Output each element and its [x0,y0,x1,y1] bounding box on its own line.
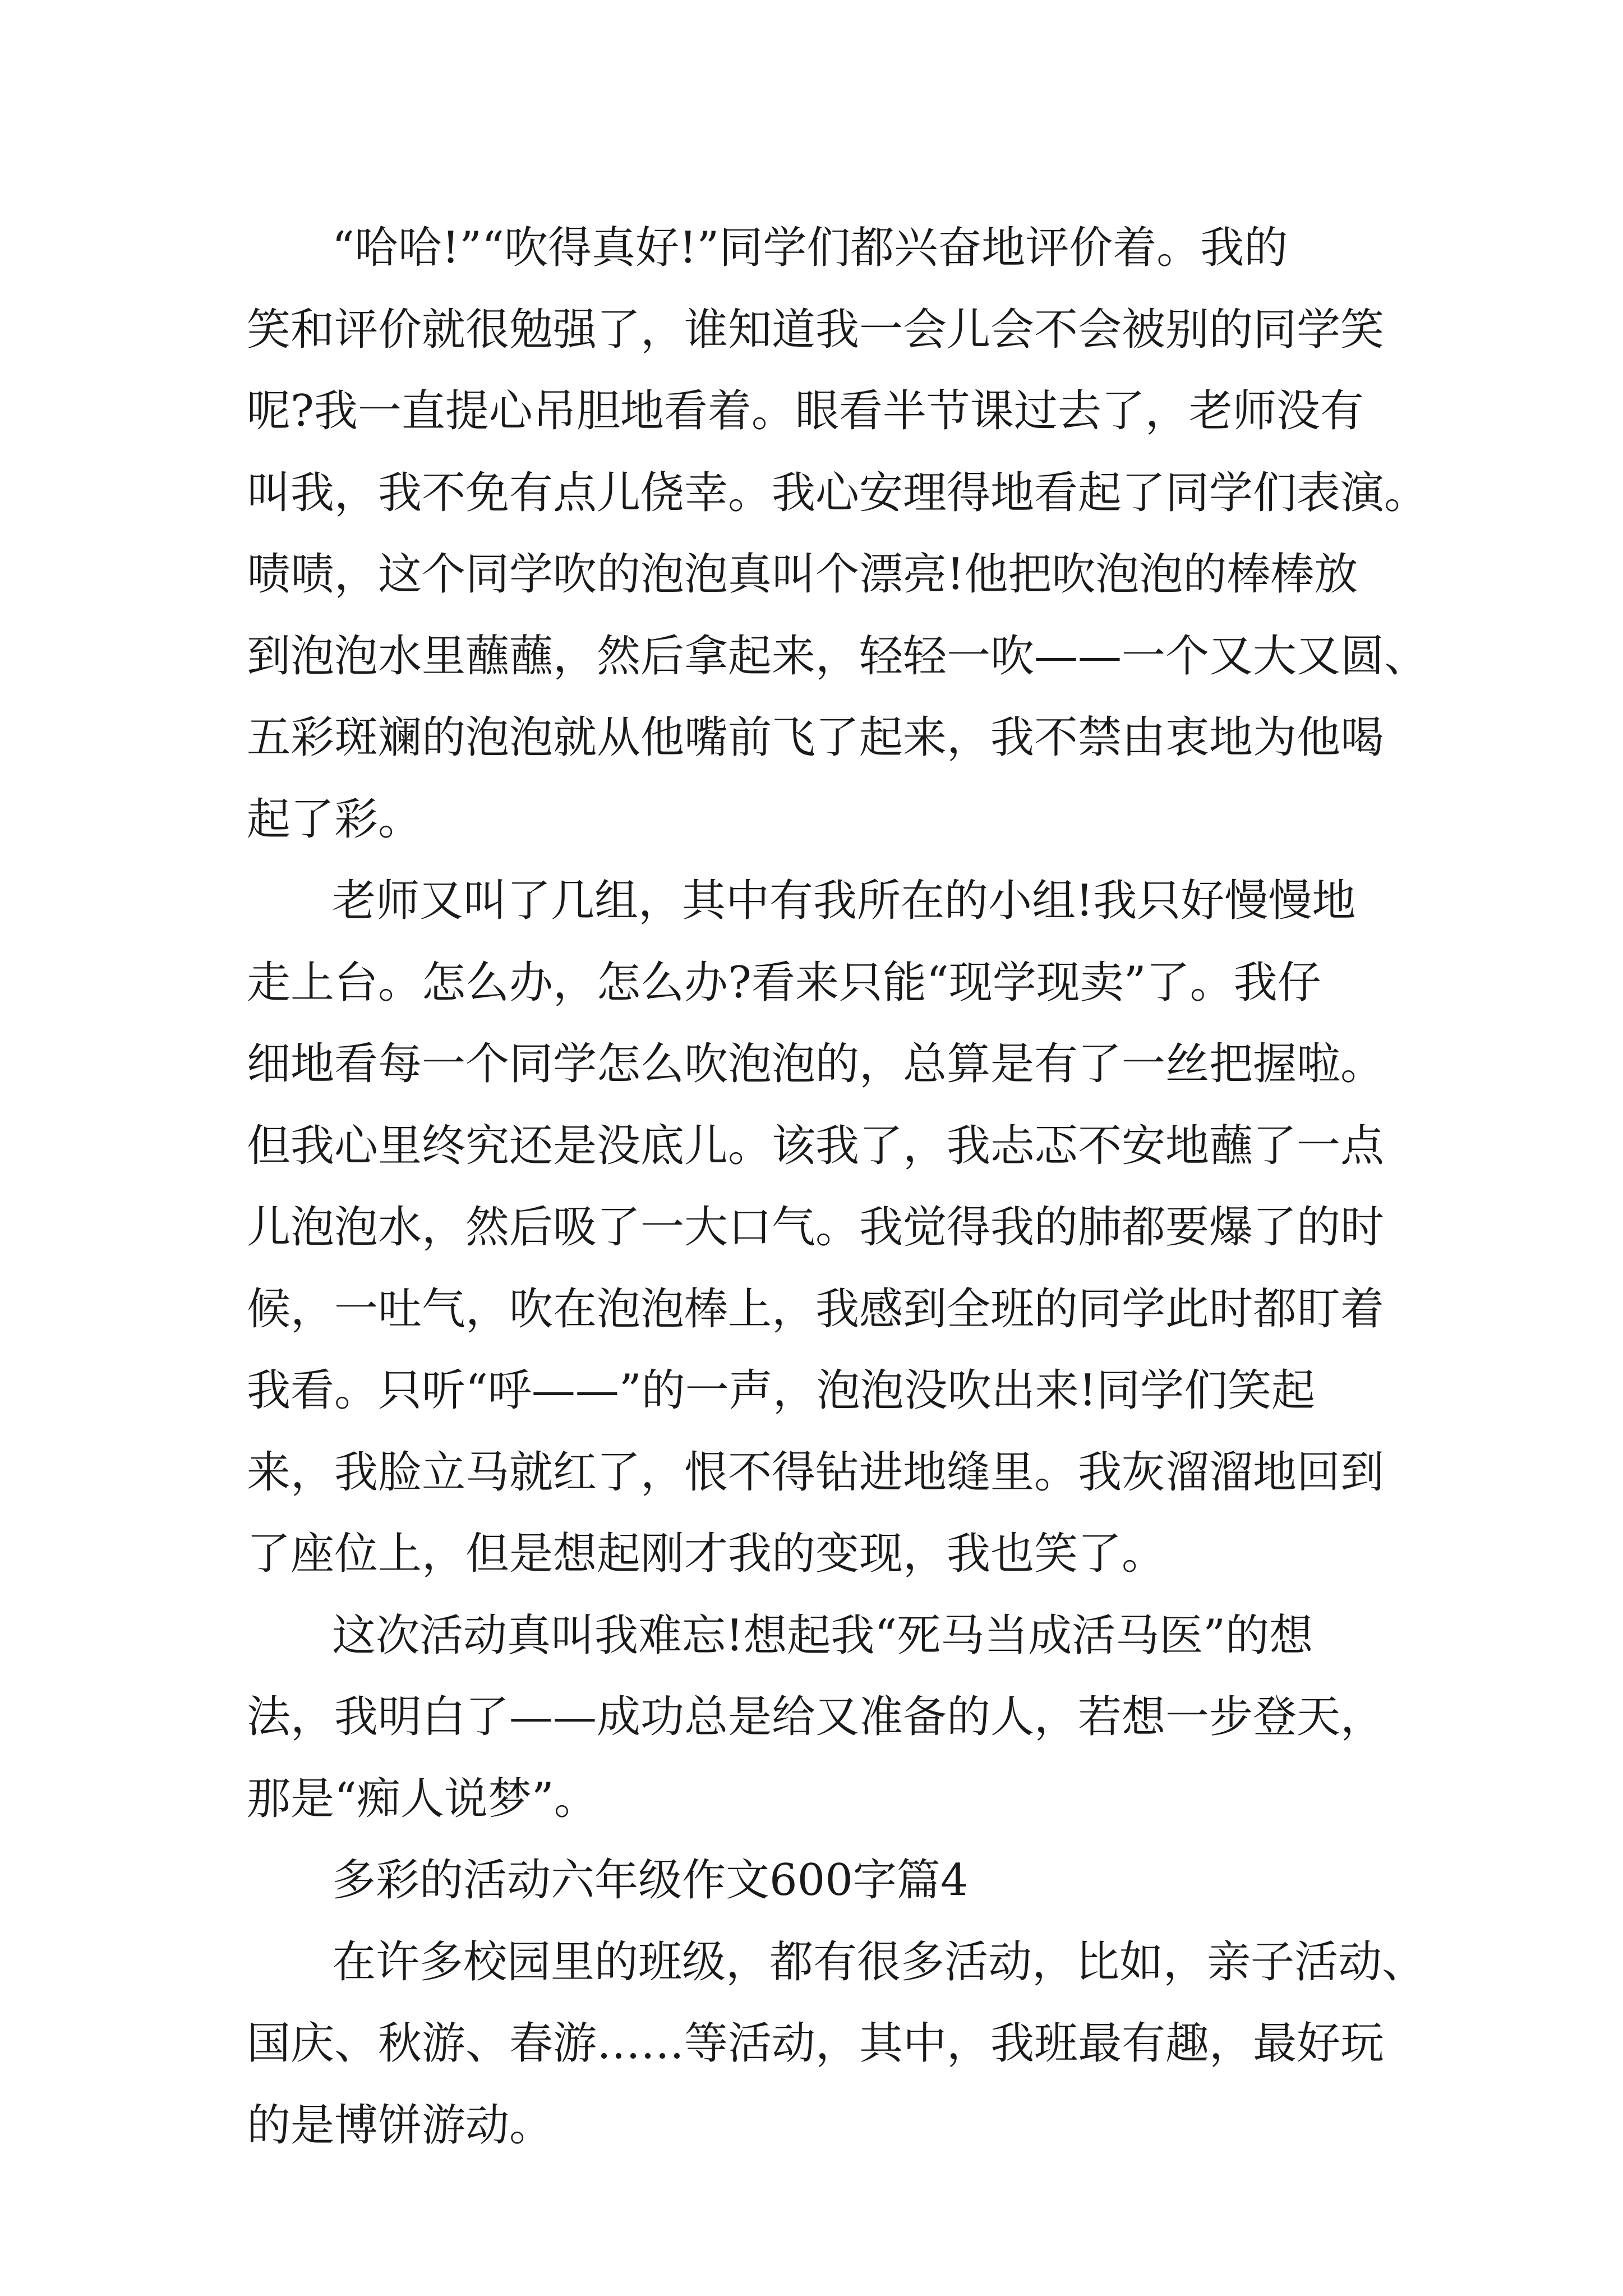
text-line: 细地看每一个同学怎么吹泡泡的，总算是有了一丝把握啦。 [247,1039,1385,1089]
text-line: “哈哈!”“吹得真好!”同学们都兴奋地评价着。我的 [332,223,1288,273]
text-line: 起了彩。 [247,794,422,845]
text-line: 叫我，我不免有点儿侥幸。我心安理得地看起了同学们表演。 [247,467,1428,518]
text-line: 到泡泡水里蘸蘸，然后拿起来，轻轻一吹——一个又大又圆、 [247,631,1428,682]
text-line: 法，我明白了——成功总是给又准备的人，若想一步登天， [247,1692,1385,1742]
text-line: 老师又叫了几组，其中有我所在的小组!我只好慢慢地 [332,876,1356,926]
text-line: 呢?我一直提心吊胆地看着。眼看半节课过去了，老师没有 [247,386,1364,436]
text-line: 候，一吐气，吹在泡泡棒上，我感到全班的同学此时都盯着 [247,1283,1385,1335]
text-line: 这次活动真叫我难忘!想起我“死马当成活马医”的想 [332,1610,1313,1661]
text-line: 我看。只听“呼——”的一声，泡泡没吹出来!同学们笑起 [247,1365,1316,1416]
text-line: 在许多校园里的班级，都有很多活动，比如，亲子活动、 [332,1936,1426,1987]
text-line: 的是博饼游动。 [247,2100,554,2151]
text-line: 那是“痴人说梦”。 [247,1773,598,1824]
text-line: 国庆、秋游、春游……等活动，其中，我班最有趣，最好玩 [247,2018,1385,2069]
article-body [247,208,1428,2166]
text-line: 走上台。怎么办，怎么办?看来只能“现学现卖”了。我仔 [247,957,1321,1008]
text-line: 来，我脸立马就红了，恨不得钻进地缝里。我灰溜溜地回到 [247,1447,1385,1498]
text-line: 儿泡泡水，然后吸了一大口气。我觉得我的肺都要爆了的时 [247,1202,1385,1253]
text-line: 了座位上，但是想起刚才我的变现，我也笑了。 [247,1529,1166,1579]
text-line: 五彩斑斓的泡泡就从他嘴前飞了起来，我不禁由衷地为他喝 [247,712,1385,763]
text-line: 啧啧，这个同学吹的泡泡真叫个漂亮!他把吹泡泡的棒棒放 [247,549,1358,600]
text-line: 笑和评价就很勉强了，谁知道我一会儿会不会被别的同学笑 [247,304,1385,355]
section-heading: 多彩的活动六年级作文600字篇4 [332,1855,969,1906]
text-line: 但我心里终究还是没底儿。该我了，我忐忑不安地蘸了一点 [247,1120,1385,1171]
